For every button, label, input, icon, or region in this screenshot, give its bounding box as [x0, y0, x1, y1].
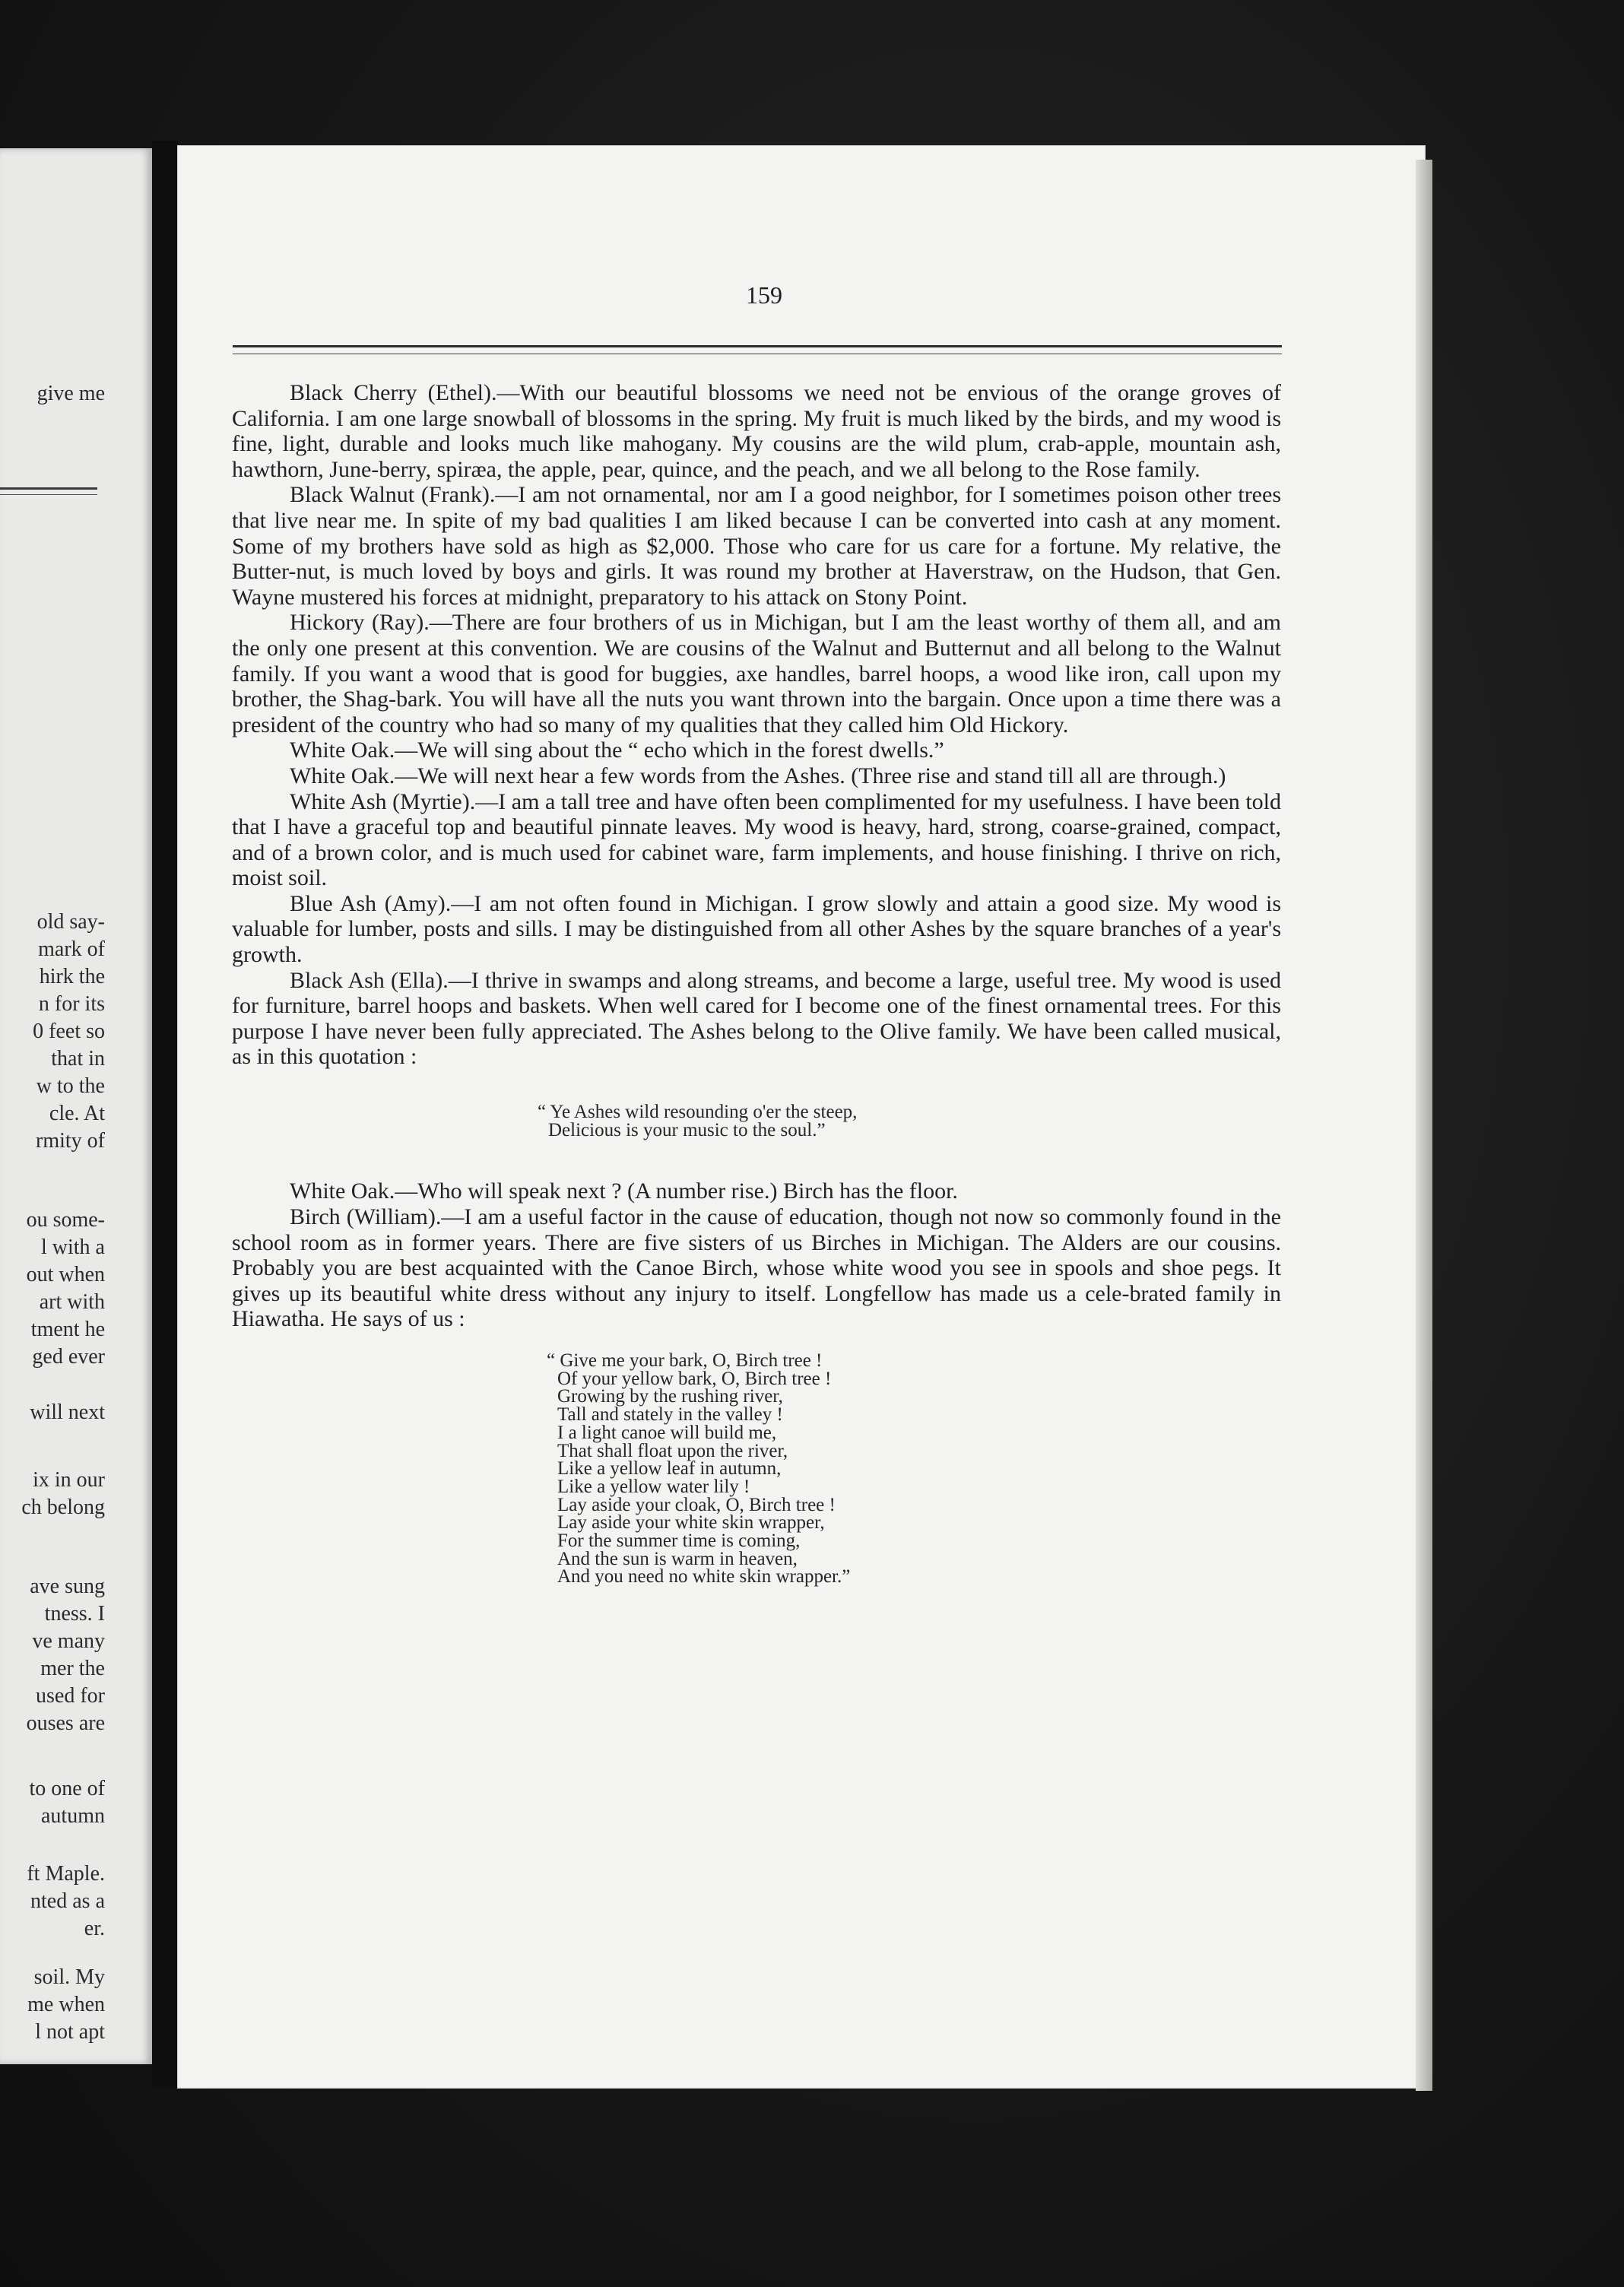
left-page-line: art with — [39, 1290, 105, 1314]
page-number: 159 — [746, 281, 782, 309]
poem-line: Lay aside your white skin wrapper, — [557, 1512, 825, 1534]
paragraph-black-walnut: Black Walnut (Frank).—I am not ornamental, nor am I a good neighbor, for I sometimes poison other trees that live near me. In spite of my bad qualities I am liked because I can be converted into cash at any moment. Some of my brothers have sold as high as $2,000. Those who care for us care for a fortune. My relative, the Butter-nut, is much loved by boys and girls. It was round my brother at Haverstraw, on the Hudson, that Gen. Wayne mustered his forces at midnight, preparatory to his attack on Stony Point. — [232, 482, 1281, 610]
left-page-line: 0 feet so — [33, 1020, 105, 1043]
left-page-line: cle. At — [49, 1102, 105, 1125]
book-gutter — [152, 141, 178, 2087]
left-page-line: hirk the — [39, 965, 105, 988]
poem-line: Growing by the rushing river, — [557, 1386, 783, 1407]
left-page-line: give me — [36, 382, 105, 405]
poem-line: Like a yellow water lily ! — [557, 1476, 750, 1497]
paragraph-black-cherry: Black Cherry (Ethel).—With our beautiful blossoms we need not be envious of the orange groves of California. I am one large snowball of blossoms in the spring. My fruit is much liked by the birds, and my wood is fine, light, durable and looks much like mahogany. My cousins are the wild plum, crab-apple, mountain ash, hawthorn, June-berry, spiræa, the apple, pear, quince, and the peach, and we all belong to the Rose family. — [232, 380, 1281, 482]
left-page-line: mer the — [40, 1657, 105, 1680]
paragraph-white-ash: White Ash (Myrtie).—I am a tall tree and have often been complimented for my usefulness. I have been told that I have a graceful top and beautiful pinnate leaves. My wood is heavy, hard, strong, coarse-grained, compact, and of a brown color, and is much used for cabinet ware, farm implements, and house finishing. I thrive on rich, moist soil. — [232, 788, 1281, 891]
left-page-line: will next — [30, 1400, 105, 1424]
left-page-line: mark of — [38, 937, 105, 961]
paragraph-birch: Birch (William).—I am a useful factor in the cause of education, though not now so commonly found in the school room as in former years. There are five sisters of us Birches in Michigan. The Alders are our cousins. Probably you are best acquainted with the Canoe Birch, whose white wood you see in spools and shoe pegs. It gives up its beautiful white dress without any injury to itself. Longfellow has made us a cele-brated family in Hiawatha. He says of us : — [232, 1204, 1281, 1332]
poem-line: For the summer time is coming, — [557, 1530, 801, 1552]
left-page-line: ix in our — [33, 1468, 105, 1492]
poem-line: Of your yellow bark, O, Birch tree ! — [557, 1368, 832, 1389]
paragraph-white-oak-ashes: White Oak.—We will next hear a few words from the Ashes. (Three rise and stand till all are through.) — [290, 763, 1226, 788]
left-page-line: to one of — [29, 1777, 105, 1800]
poem-line: Like a yellow leaf in autumn, — [557, 1458, 782, 1480]
left-page-line: ou some- — [26, 1208, 105, 1232]
left-page-line: w to the — [36, 1074, 105, 1098]
left-page-line: ged ever — [32, 1345, 105, 1369]
left-page-line: tment he — [30, 1318, 105, 1341]
quote-line: “ Ye Ashes wild resounding o'er the steep, — [538, 1102, 858, 1123]
left-page-line: used for — [36, 1684, 105, 1708]
page-body — [232, 380, 1281, 1586]
poem-line: And you need no white skin wrapper.” — [557, 1566, 851, 1588]
quote-hiawatha — [547, 1352, 1281, 1586]
paragraph-white-oak-song: White Oak.—We will sing about the “ echo which in the forest dwells.” — [290, 737, 944, 763]
left-page-line: ouses are — [26, 1711, 105, 1735]
poem-line: “ Give me your bark, O, Birch tree ! — [547, 1350, 823, 1371]
left-page-line: ft Maple. — [27, 1862, 105, 1886]
quote-ashes — [538, 1103, 1281, 1139]
left-page-line: ve many — [32, 1629, 105, 1653]
poem-line: Lay aside your cloak, O, Birch tree ! — [557, 1494, 836, 1515]
left-page-line: autumn — [41, 1804, 105, 1828]
left-page-line: tness. I — [44, 1602, 105, 1626]
paragraph-hickory: Hickory (Ray).—There are four brothers of us in Michigan, but I am the least worthy of them all, and am the only one present at this convention. We are cousins of the Walnut and Butternut and all belong to the Walnut family. If you want a wood that is good for buggies, axe handles, barrel hoops, a wood like iron, call upon my brother, the Shag-bark. You will have all the nuts you want thrown into the bargain. Once upon a time there was a president of the country who had so many of my qualities that they called him Old Hickory. — [232, 610, 1281, 737]
paragraph-black-ash: Black Ash (Ella).—I thrive in swamps and along streams, and become a large, useful tree. My wood is used for furniture, barrel hoops and baskets. When well cared for I become one of the finest ornamental trees. For this purpose I have never been fully appreciated. The Ashes belong to the Olive family. We have been called musical, as in this quotation : — [232, 967, 1281, 1070]
header-rule — [233, 345, 1282, 347]
left-page-line: out when — [26, 1263, 105, 1286]
left-page-line: rmity of — [36, 1129, 105, 1153]
left-page-line: me when — [27, 1993, 105, 2016]
paragraph-white-oak-next: White Oak.—Who will speak next ? (A number rise.) Birch has the floor. — [290, 1178, 958, 1204]
left-page-line: ave sung — [30, 1575, 105, 1598]
left-page-line: l with a — [41, 1235, 105, 1259]
poem-line: Tall and stately in the valley ! — [557, 1404, 783, 1426]
left-page-fragment — [0, 148, 152, 2064]
poem-line: That shall float upon the river, — [557, 1440, 788, 1461]
left-page-line: old say- — [36, 910, 105, 934]
paragraph-blue-ash: Blue Ash (Amy).—I am not often found in Michigan. I grow slowly and attain a good size. My wood is valuable for lumber, posts and sills. I may be distinguished from all other Ashes by the square branches of a year's growth. — [232, 890, 1281, 968]
poem-line: And the sun is warm in heaven, — [557, 1548, 798, 1569]
left-page-line: soil. My — [33, 1965, 105, 1989]
left-page-line: that in — [51, 1047, 105, 1071]
page-edge — [1416, 160, 1432, 2091]
left-page-line: er. — [84, 1917, 105, 1940]
left-page-rule — [0, 487, 97, 490]
quote-line: Delicious is your music to the soul.” — [548, 1119, 826, 1140]
left-page-line: n for its — [38, 992, 105, 1016]
poem-line: I a light canoe will build me, — [557, 1422, 777, 1443]
left-page-line: ch belong — [21, 1496, 105, 1519]
left-page-line: l not apt — [35, 2020, 105, 2044]
left-page-line: nted as a — [30, 1889, 105, 1913]
left-page-rule-thin — [0, 494, 97, 495]
